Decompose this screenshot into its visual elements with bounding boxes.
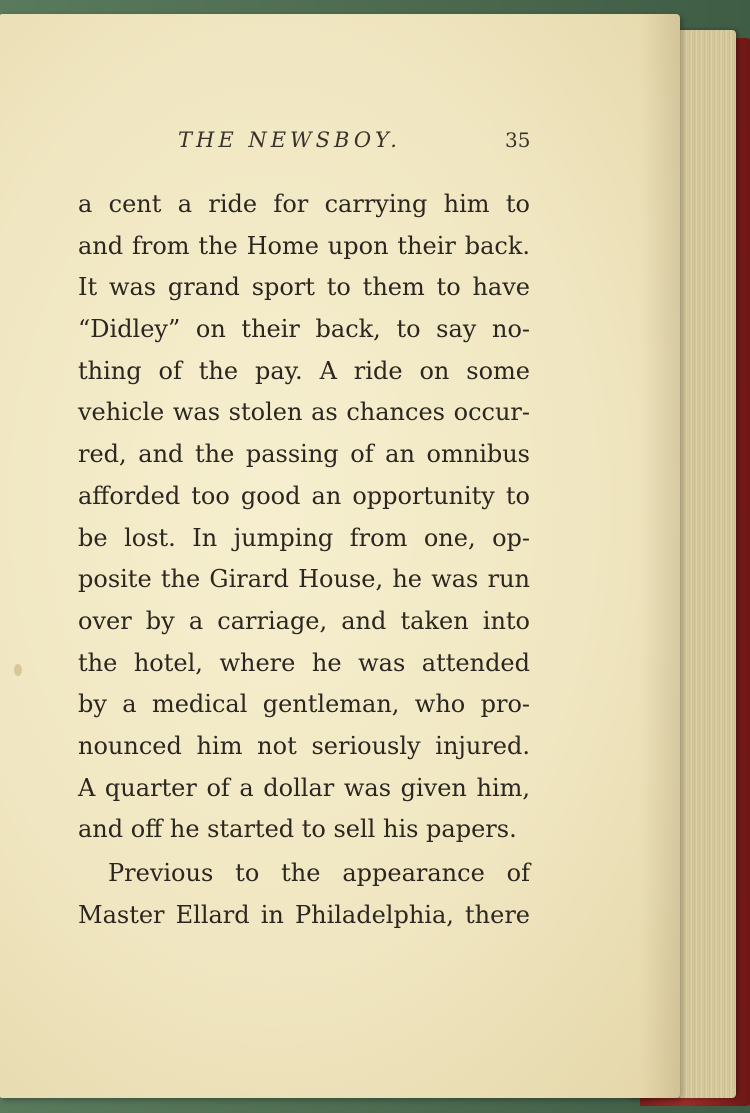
text-line: and from the Home upon their back. (78, 231, 530, 260)
page-number: 35 (505, 128, 531, 152)
page-text (78, 184, 530, 936)
text-line: Master Ellard in Philadelphia, there (78, 900, 530, 929)
text-line: be lost. In jumping from one, op- (78, 523, 530, 552)
text-line: and off he started to sell his papers. (78, 815, 517, 844)
text-line: nounced him not seriously injured. (78, 731, 530, 760)
book-page (0, 14, 680, 1098)
text-line: by a medical gentleman, who pro- (78, 690, 530, 719)
text-line: red, and the passing of an omnibus (78, 440, 530, 469)
text-line: thing of the pay. A ride on some (78, 356, 530, 385)
text-line: It was grand sport to them to have (78, 273, 530, 302)
paragraph-start-line: Previous to the appearance of (108, 859, 530, 887)
text-line: afforded too good an opportunity to (78, 481, 530, 510)
text-line: the hotel, where he was attended (78, 648, 530, 677)
text-line: “Didley” on their back, to say no- (78, 315, 530, 344)
text-line: vehicle was stolen as chances occur- (78, 398, 530, 427)
text-line: a cent a ride for carrying him to (78, 190, 530, 218)
running-head (0, 128, 560, 158)
text-line: over by a carriage, and taken into (78, 606, 530, 635)
running-title: THE NEWSBOY. (178, 128, 401, 152)
text-line: A quarter of a dollar was given him, (78, 773, 530, 802)
text-line: posite the Girard House, he was run (78, 565, 530, 594)
paper-stain (14, 664, 22, 676)
